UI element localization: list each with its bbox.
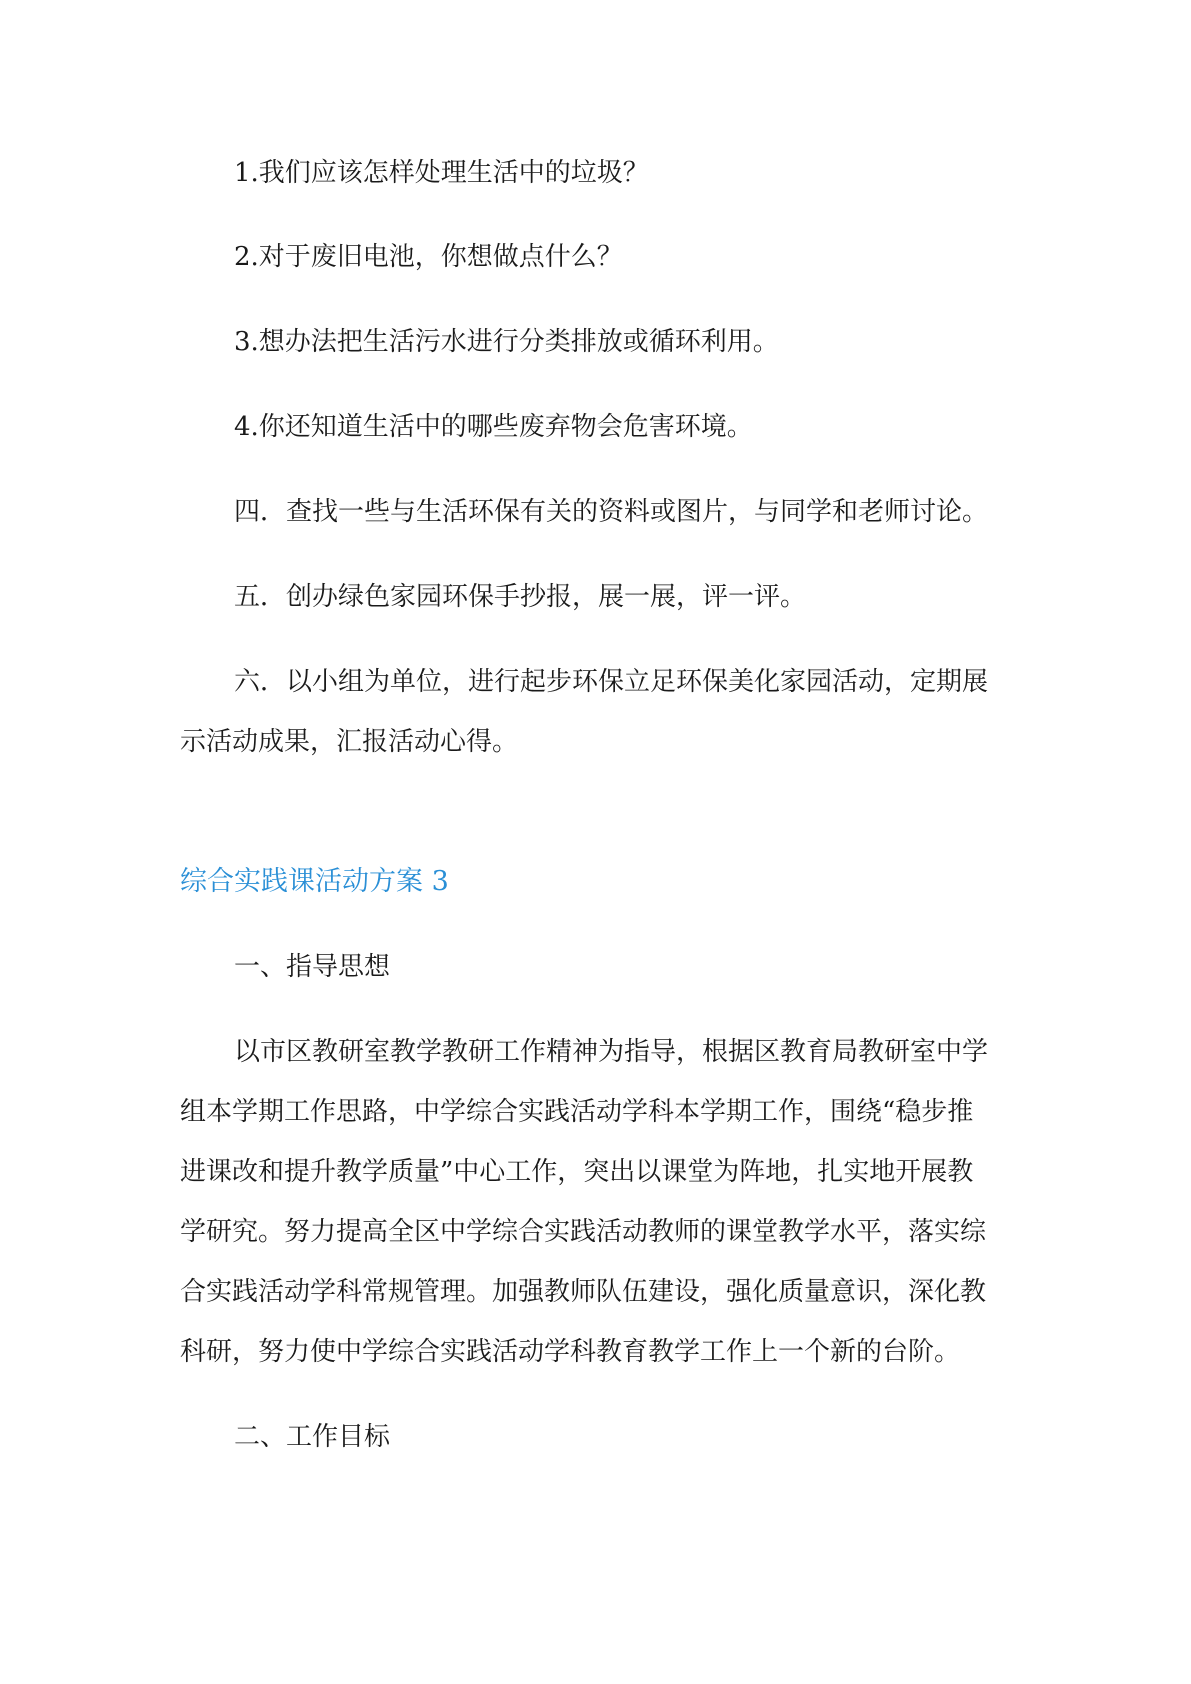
subheading-work-goals: 二、工作目标 [234,1422,391,1452]
list-item-liu-line1: 六．以小组为单位，进行起步环保立足环保美化家园活动，定期展 [234,667,989,697]
paragraph-line-2: 组本学期工作思路，中学综合实践活动学科本学期工作，围绕“稳步推 [180,1097,974,1127]
subheading-guiding-thought: 一、指导思想 [234,952,391,982]
list-item-liu-line2: 示活动成果，汇报活动心得。 [180,727,519,757]
paragraph-line-4: 学研究。努力提高全区中学综合实践活动教师的课堂教学水平，落实综 [180,1217,987,1247]
paragraph-line-6: 科研，努力使中学综合实践活动学科教育教学工作上一个新的台阶。 [180,1337,961,1367]
list-item-3: 3.想办法把生活污水进行分类排放或循环利用。 [234,327,779,357]
paragraph-line-5: 合实践活动学科常规管理。加强教师队伍建设，强化质量意识，深化教 [180,1277,987,1307]
list-item-4: 4.你还知道生活中的哪些废弃物会危害环境。 [234,412,753,442]
list-item-wu: 五．创办绿色家园环保手抄报，展一展，评一评。 [234,582,807,612]
paragraph-line-1: 以市区教研室教学教研工作精神为指导，根据区教育局教研室中学 [234,1037,989,1067]
list-item-2: 2.对于废旧电池，你想做点什么？ [234,242,623,272]
list-item-si: 四．查找一些与生活环保有关的资料或图片，与同学和老师讨论。 [234,497,989,527]
section-title: 综合实践课活动方案 3 [180,866,449,897]
paragraph-line-3: 进课改和提升教学质量”中心工作，突出以课堂为阵地，扎实地开展教 [180,1157,974,1187]
list-item-1: 1.我们应该怎样处理生活中的垃圾？ [234,158,649,188]
